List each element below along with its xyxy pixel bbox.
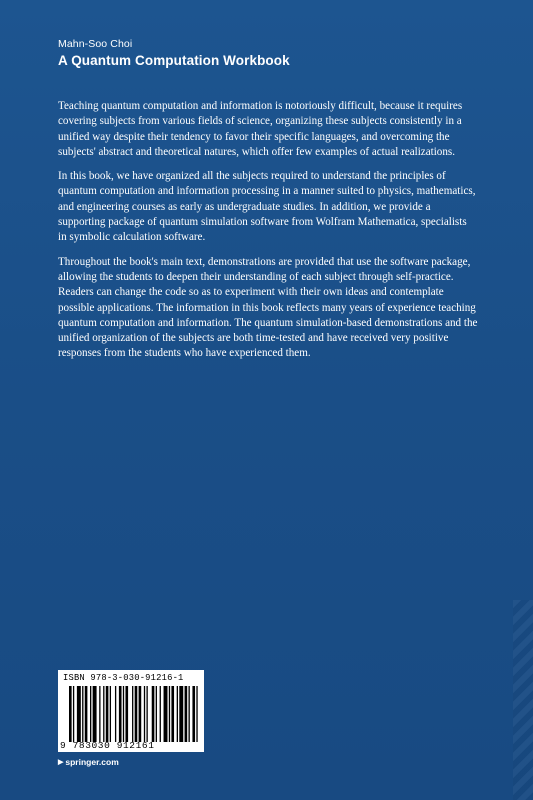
- blurb-paragraph: In this book, we have organized all the subjects required to understand the principles of quantum computation and information processing in a manner suited to physics, mathematics, and engineering courses as early as undergraduate studies. In addition, we provide a supporting package of quantum simulation software from Wolfram Mathematica, specialists in symbolic calculation software.: [58, 170, 476, 244]
- barcode-label: [58, 670, 204, 752]
- barcode-bar: [69, 686, 72, 742]
- barcode-bar: [179, 686, 183, 742]
- barcode-bar: [196, 686, 197, 742]
- barcode-bar: [185, 686, 188, 742]
- barcode-bar: [160, 686, 161, 742]
- barcode-bar: [106, 686, 109, 742]
- barcode-bar: [99, 686, 100, 742]
- barcode-number: 9 783030 912161: [60, 740, 155, 751]
- barcode-bar: [169, 686, 170, 742]
- isbn-text: ISBN 978-3-030-91216-1: [63, 673, 184, 683]
- barcode-bar: [77, 686, 81, 742]
- publisher-label: springer.com: [65, 757, 119, 767]
- barcode-bar: [110, 686, 111, 742]
- barcode-bar: [123, 686, 124, 742]
- barcode-bar: [144, 686, 145, 742]
- barcode-bar: [146, 686, 147, 742]
- barcode-bar: [171, 686, 174, 742]
- barcode-bar: [73, 686, 74, 742]
- barcode-icon: [69, 686, 199, 742]
- barcode-bar: [90, 686, 91, 742]
- author-name: Mahn-Soo Choi: [58, 38, 133, 50]
- publisher-link[interactable]: [58, 757, 119, 767]
- barcode-bar: [139, 686, 142, 742]
- barcode-bar: [119, 686, 122, 742]
- blurb-paragraph: Teaching quantum computation and information is notoriously difficult, because it requires covering subjects from various fields of science, organizing these subjects consistently in a unified way despite their tendency to favor their specific languages, and overcoming the subjects' abstract and theoretical natures, which offer few examples of actual realizations.: [58, 100, 463, 158]
- barcode-bar: [93, 686, 97, 742]
- barcode-bar: [192, 686, 195, 742]
- decorative-stripe: [513, 600, 533, 800]
- book-title: A Quantum Computation Workbook: [58, 53, 290, 68]
- barcode-bar: [132, 686, 133, 742]
- blurb: [58, 99, 478, 371]
- barcode-bar: [177, 686, 178, 742]
- arrow-right-icon: ▶: [58, 759, 64, 766]
- barcode-bar: [135, 686, 138, 742]
- barcode-bar: [103, 686, 104, 742]
- barcode-bar: [115, 686, 116, 742]
- barcode-bar: [85, 686, 88, 742]
- barcode-bar: [188, 686, 189, 742]
- barcode-bar: [164, 686, 168, 742]
- barcode-bar: [152, 686, 155, 742]
- barcode-bar: [82, 686, 83, 742]
- blurb-paragraph: Throughout the book's main text, demonstrations are provided that use the software package, allowing the students to deepen their understanding of each subject through self-practice. Readers can change the code so as to experiment with their own ideas and contemplate possible applications. The information in this book reflects many years of experience teaching quantum computation and information. The quantum simulation-based demonstrations and the unified organization of the subjects are both time-tested and have received very positive responses from the students who have experienced them.: [58, 255, 478, 360]
- barcode-bar: [156, 686, 157, 742]
- barcode-bar: [125, 686, 128, 742]
